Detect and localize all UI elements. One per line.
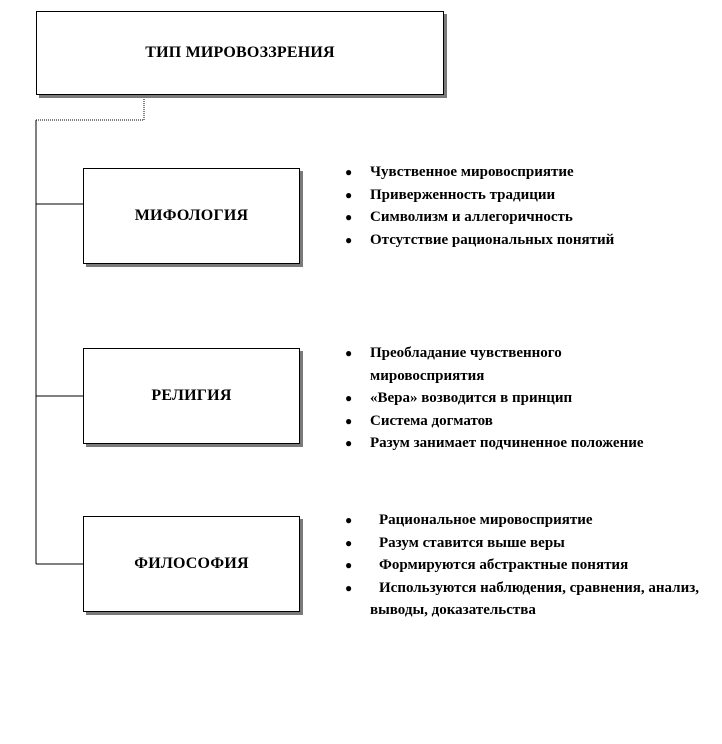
bullet-icon: ●: [345, 580, 353, 595]
feature-item: ● Система догматов: [343, 410, 713, 433]
bullet-icon: ●: [345, 513, 353, 527]
feature-item: ● Разум занимает подчиненное положение: [343, 432, 713, 455]
bullet-icon: ●: [345, 187, 353, 202]
feature-item: ● Формируются абстрактные понятия: [343, 554, 713, 577]
bullet-icon: ●: [345, 558, 353, 572]
feature-item: ● Приверженность традиции: [343, 184, 713, 207]
bullet-icon: ●: [345, 346, 353, 360]
worldview-type-title: ТИП МИРОВОЗЗРЕНИЯ: [145, 44, 335, 61]
feature-item: ● «Вера» возводится в принцип: [343, 387, 713, 410]
philosophy-features: [343, 509, 713, 622]
bullet-icon: ●: [345, 232, 353, 247]
worldview-type-box: [36, 11, 444, 95]
feature-item: ● Преобладание чувственного мировосприятия: [343, 342, 610, 387]
bullet-icon: ●: [345, 413, 353, 428]
philosophy-box: [83, 516, 300, 612]
mythology-title: МИФОЛОГИЯ: [134, 207, 249, 224]
mythology-features: [343, 161, 713, 251]
feature-item: ● Чувственное мировосприятие: [343, 161, 713, 184]
bullet-icon: ●: [345, 210, 353, 224]
philosophy-title: ФИЛОСОФИЯ: [134, 555, 249, 572]
bullet-icon: ●: [345, 165, 353, 179]
bullet-icon: ●: [345, 391, 353, 405]
feature-item: ● Разум ставится выше веры: [343, 532, 713, 555]
feature-item: ● Символизм и аллегоричность: [343, 206, 713, 229]
religion-box: [83, 348, 300, 444]
root-connector: [36, 95, 144, 120]
feature-item: ● Отсутствие рациональных понятий: [343, 229, 713, 252]
mythology-box: [83, 168, 300, 264]
religion-title: РЕЛИГИЯ: [151, 387, 232, 404]
religion-features: [343, 342, 713, 455]
bullet-icon: ●: [345, 535, 353, 550]
feature-item: ● Используются наблюдения, сравнения, анализ, выводы, доказательства: [343, 577, 710, 622]
feature-item: ● Рациональное мировосприятие: [343, 509, 713, 532]
bullet-icon: ●: [345, 436, 353, 450]
